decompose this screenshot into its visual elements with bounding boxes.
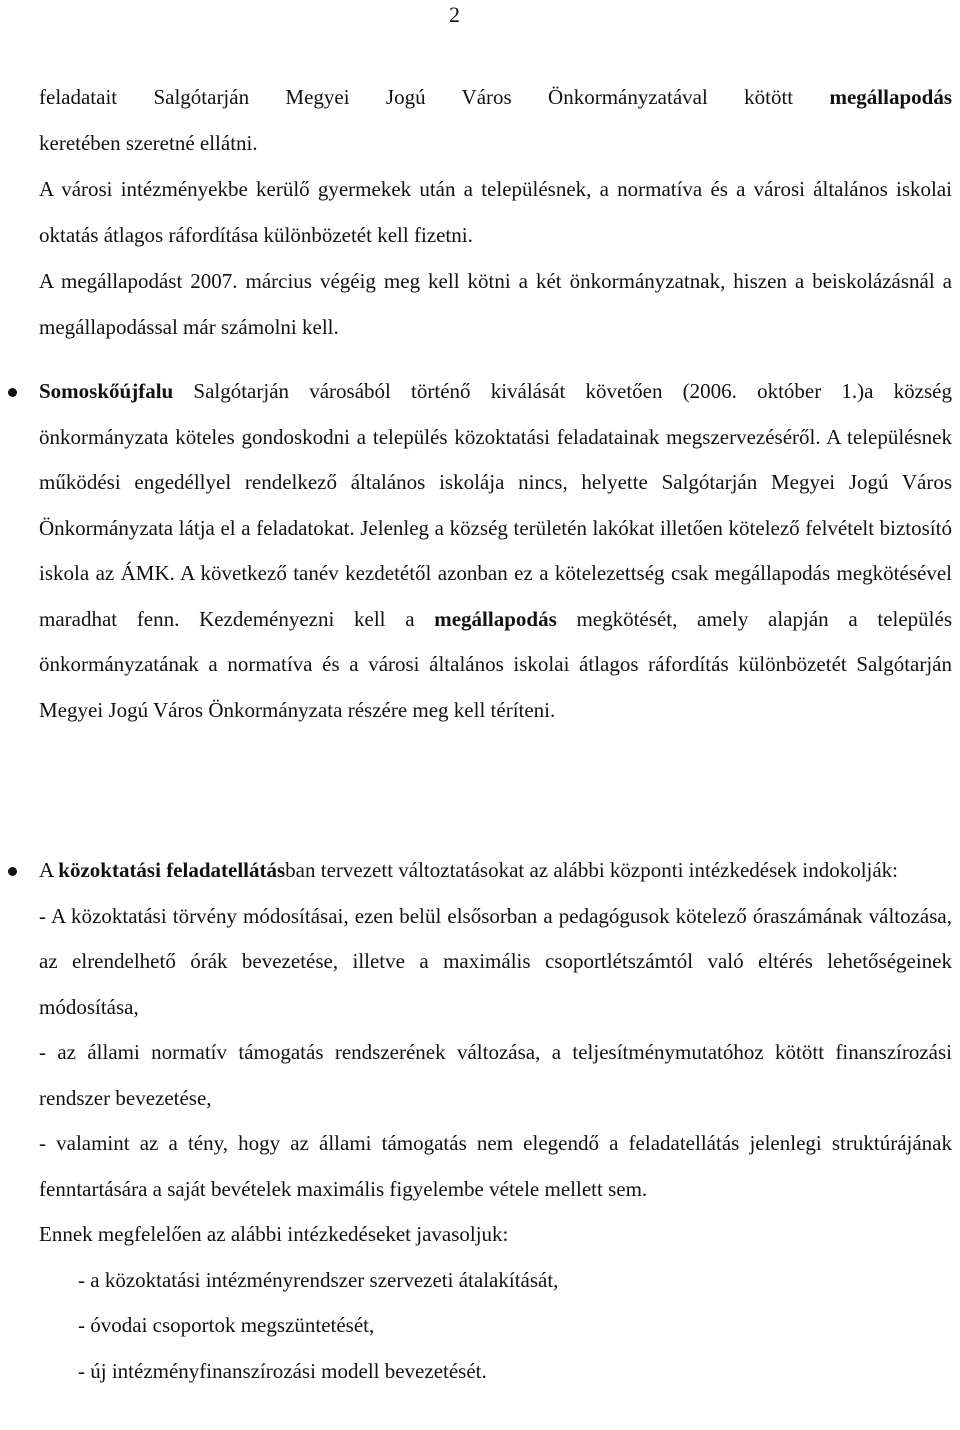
somosko-bold-name: Somoskőújfalu [39, 379, 174, 403]
proposal-intro: Ennek megfelelően az alábbi intézkedéseket javasoljuk: [39, 1222, 509, 1246]
somosko-text-1: Salgótarján városából történő kiválását követően (2006. október 1.)a község önkormányzata köteles gondoskodni a település közoktatási feladatainak megszervezéséről. A településnek működési engedéllyel rendelkező általános iskolája nincs, helyette Salgótarján Megyei Jogú Város Önkormányzata látja el a feladatokat. Jelenleg a község területén lakókat illetően kötelező felvételt biztosító iskola az ÁMK. A következő tanév kezdetétől azonban ez a kötelezettség csak megállapodás megkötésével maradhat fenn. Kezdeményezni kell a [39, 379, 952, 631]
kozoktatas-text-0: A [39, 858, 59, 882]
intro-section [39, 74, 952, 350]
bullet-somosko [8, 388, 17, 397]
somosko-paragraph [39, 369, 952, 733]
intro-paragraph-3: A megállapodást 2007. március végéig meg kell kötni a két önkormányzatnak, hiszen a beiskolázásnál a megállapodással már számolni kell. [39, 269, 952, 339]
somosko-text-2: megkötését, amely alapján a település önkormányzatának a normatíva és a városi általános iskolai átlagos ráfordítás különbözetét Salgótarján Megyei Jogú Város Önkormányzata részére meg kell téríteni. [39, 606, 952, 722]
bullet-kozoktatas [8, 867, 17, 876]
somosko-bold-agreement: megállapodás [434, 606, 557, 631]
somosko-section [39, 369, 952, 733]
proposal-list [39, 1258, 952, 1395]
intro-line-2: keretében szeretné ellátni. [39, 131, 258, 155]
proposal-item: - a közoktatási intézményrendszer szervezeti átalakítását, [78, 1267, 559, 1292]
kozoktatas-item-3: - valamint az a tény, hogy az állami támogatás nem elegendő a feladatellátás jelenlegi struktúrájának fenntartására a saját bevételek maximális figyelembe vétele mellett sem. [39, 1131, 952, 1201]
intro-text: feladatait Salgótarján Megyei Jogú Város Önkormányzatával kötött [39, 85, 830, 109]
kozoktatas-bold-term: közoktatási feladatellátás [58, 858, 286, 882]
page-number: 2 [449, 2, 460, 27]
kozoktatas-item-2: - az állami normatív támogatás rendszerének változása, a teljesítménymutatóhoz kötött finanszírozási rendszer bevezetése, [39, 1040, 952, 1110]
kozoktatas-item-1: - A közoktatási törvény módosításai, ezen belül elsősorban a pedagógusok kötelező óraszámának változása, az elrendelhető órák bevezetése, illetve a maximális csoportlétszámtól való eltérés lehetőségeinek módosítása, [39, 903, 952, 1019]
intro-paragraph-1 [39, 74, 952, 166]
proposal-item: - óvodai csoportok megszüntetését, [78, 1313, 375, 1337]
kozoktatas-section [39, 848, 952, 1394]
kozoktatas-text-1: ban tervezett változtatásokat az alábbi központi intézkedések indokolják: [285, 858, 899, 882]
kozoktatas-intro [39, 848, 952, 894]
intro-bold-agreement: megállapodás [829, 85, 952, 109]
proposal-item: - új intézményfinanszírozási modell bevezetését. [78, 1358, 487, 1383]
intro-paragraph-2: A városi intézményekbe kerülő gyermekek után a településnek, a normatíva és a városi általános iskolai oktatás átlagos ráfordítása különbözetét kell fizetni. [39, 177, 952, 247]
